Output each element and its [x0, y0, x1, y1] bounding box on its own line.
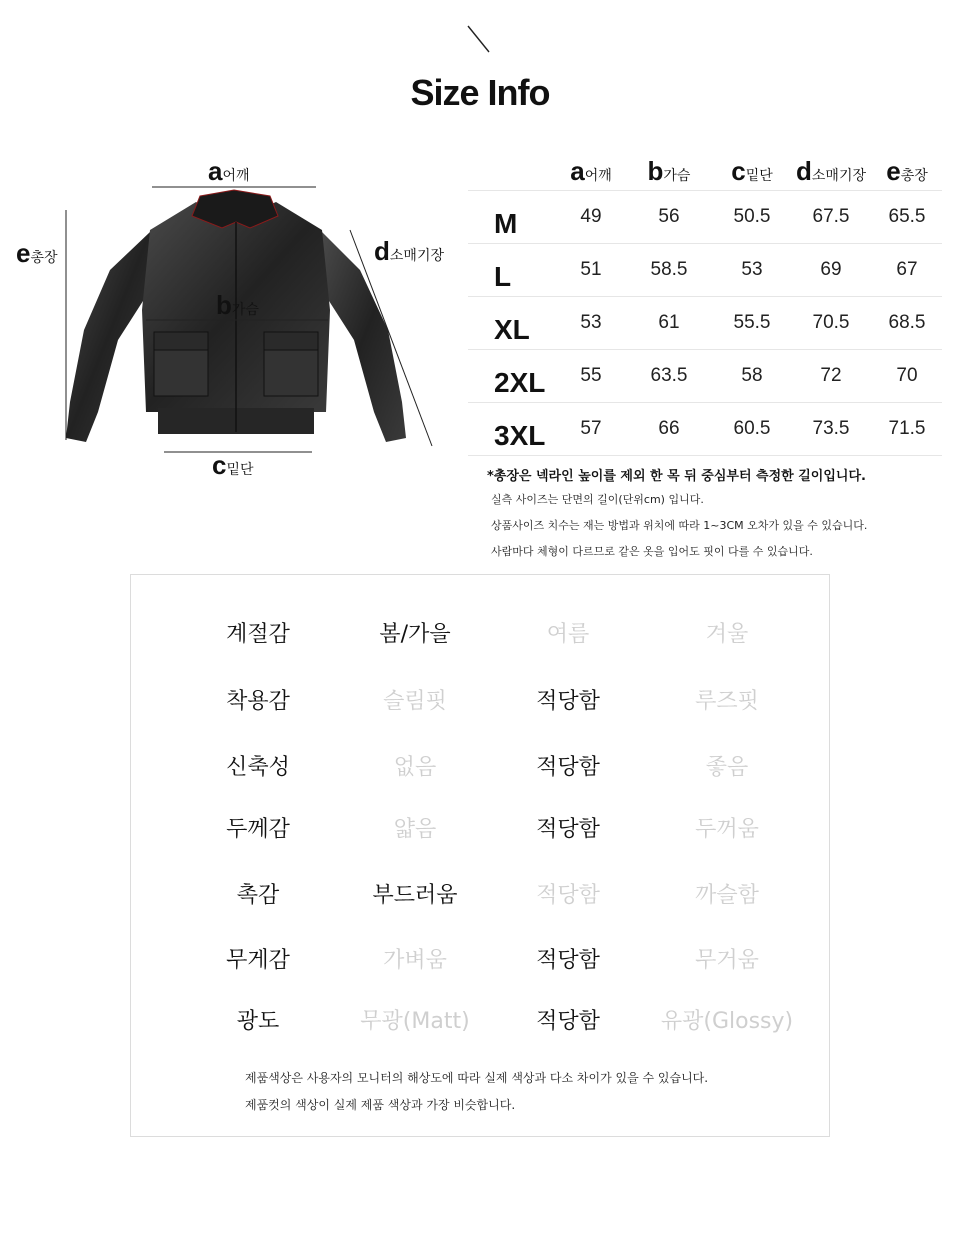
size-value: 53 [741, 259, 763, 280]
page-title: Size Info [410, 72, 550, 113]
size-value: 50.5 [733, 206, 771, 227]
characteristic-option: 루즈핏 [695, 689, 759, 714]
size-value: 65.5 [888, 206, 926, 227]
measure-label-length: e총장 [16, 238, 58, 268]
characteristic-label: 신축성 [226, 755, 290, 780]
characteristic-row [131, 682, 829, 722]
size-value: 56 [658, 206, 680, 227]
size-value: 67.5 [812, 206, 850, 227]
characteristic-row [131, 748, 829, 788]
characteristic-option: 두꺼움 [695, 817, 759, 842]
characteristic-option: 무거움 [695, 948, 759, 973]
characteristic-row [131, 941, 829, 981]
header-shoulder: a어깨 [570, 156, 612, 186]
characteristic-label: 촉감 [236, 883, 280, 908]
header-length: e총장 [886, 156, 928, 186]
measure-label-hem: c밑단 [212, 450, 254, 480]
size-value: 66 [658, 418, 680, 439]
size-table [468, 156, 942, 456]
characteristic-label: 착용감 [226, 689, 290, 714]
characteristic-option: 슬림핏 [383, 689, 447, 714]
characteristic-row [131, 1002, 829, 1042]
characteristic-row [131, 810, 829, 850]
size-row [468, 244, 942, 297]
characteristic-option-selected: 적당함 [536, 1009, 600, 1034]
size-label: 3XL [494, 420, 546, 451]
characteristic-label: 두께감 [226, 817, 290, 842]
size-value: 57 [580, 418, 602, 439]
size-value: 67 [896, 259, 918, 280]
size-value: 55 [580, 365, 602, 386]
characteristic-row [131, 615, 829, 655]
size-value: 58 [741, 365, 763, 386]
header-chest: b가슴 [647, 156, 691, 186]
characteristic-option-selected: 적당함 [536, 689, 600, 714]
note-line: 사람마다 체형이 다르므로 같은 옷을 입어도 핏이 다를 수 있습니다. [491, 545, 813, 558]
size-label: 2XL [494, 367, 546, 398]
size-row [468, 350, 942, 403]
characteristic-option-selected: 봄/가을 [379, 622, 451, 647]
size-row [468, 297, 942, 350]
decorative-slash-icon [466, 24, 492, 54]
characteristic-option-selected: 부드러움 [372, 883, 458, 908]
characteristic-option: 얇음 [393, 817, 437, 842]
product-characteristics-box [130, 574, 830, 1137]
characteristic-label: 무게감 [226, 948, 290, 973]
size-row [468, 191, 942, 244]
header-hem: c밑단 [731, 156, 773, 186]
size-label: M [494, 208, 518, 239]
characteristic-label: 계절감 [226, 622, 290, 647]
size-value: 58.5 [650, 259, 688, 280]
characteristic-option-selected: 적당함 [536, 948, 600, 973]
size-label: XL [494, 314, 530, 345]
size-value: 72 [820, 365, 842, 386]
characteristic-row [131, 876, 829, 916]
characteristic-option: 좋음 [705, 755, 749, 780]
color-footnote: 제품색상은 사용자의 모니터의 해상도에 따라 실제 색상과 다소 차이가 있을 수 있습니다. [245, 1071, 709, 1085]
color-footnote: 제품컷의 색상이 실제 제품 색상과 가장 비슷합니다. [245, 1098, 516, 1112]
characteristic-option-selected: 적당함 [536, 755, 600, 780]
size-value: 49 [580, 206, 602, 227]
characteristic-option: 적당함 [536, 883, 600, 908]
size-value: 61 [658, 312, 680, 333]
measure-label-sleeve: d소매기장 [374, 236, 444, 266]
characteristic-option: 가벼움 [383, 948, 447, 973]
size-value: 55.5 [733, 312, 771, 333]
size-value: 73.5 [812, 418, 850, 439]
note-line: 상품사이즈 치수는 재는 방법과 위치에 따라 1~3CM 오차가 있을 수 있습니다. [491, 519, 868, 532]
size-table-header [468, 156, 942, 191]
jacket-measurement-diagram [0, 150, 470, 490]
characteristic-option: 겨울 [705, 622, 749, 647]
measure-label-chest: b가슴 [216, 290, 259, 320]
characteristic-option-selected: 적당함 [536, 817, 600, 842]
size-value: 63.5 [650, 365, 688, 386]
characteristic-option: 유광(Glossy) [660, 1009, 794, 1034]
size-value: 68.5 [888, 312, 926, 333]
size-value: 70 [896, 365, 918, 386]
size-value: 71.5 [888, 418, 926, 439]
size-row [468, 403, 942, 456]
size-value: 69 [820, 259, 842, 280]
characteristic-option: 까슬함 [695, 883, 759, 908]
size-value: 53 [580, 312, 602, 333]
characteristic-option: 무광(Matt) [360, 1009, 470, 1034]
measure-label-shoulder: a어깨 [208, 156, 250, 186]
size-label: L [494, 261, 512, 292]
size-value: 60.5 [733, 418, 771, 439]
length-note: *총장은 넥라인 높이를 제외 한 목 뒤 중심부터 측정한 길이입니다. [487, 469, 866, 484]
size-value: 70.5 [812, 312, 850, 333]
note-line: 실측 사이즈는 단면의 길이(단위cm) 입니다. [491, 493, 704, 506]
size-value: 51 [580, 259, 602, 280]
characteristic-option: 여름 [546, 622, 590, 647]
characteristic-option: 없음 [393, 755, 437, 780]
characteristic-label: 광도 [236, 1009, 280, 1034]
header-sleeve: d소매기장 [796, 156, 866, 186]
